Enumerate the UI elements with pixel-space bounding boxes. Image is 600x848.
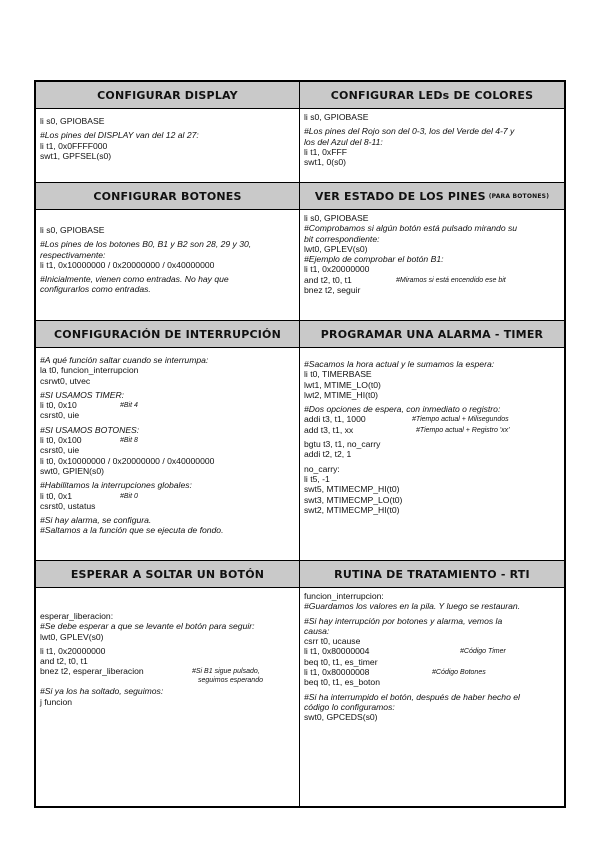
section-title-note: (PARA BOTONES) xyxy=(488,192,550,200)
code-text: li t0, 0x10 xyxy=(40,400,77,411)
section-body xyxy=(300,210,564,295)
comment-line: #A qué función saltar cuando se interrumpa: xyxy=(40,355,209,365)
section-title: CONFIGURAR BOTONES xyxy=(36,182,299,210)
code-line xyxy=(40,435,295,445)
section-rti xyxy=(300,560,564,806)
code-line: swt5, MTIMECMP_HI(t0) xyxy=(304,484,400,495)
code-line: li t5, -1 xyxy=(304,473,330,484)
code-line: funcion_interrupcion: xyxy=(304,591,384,601)
section-body xyxy=(300,109,564,167)
code-line: li t1, 0xFFF xyxy=(304,146,347,157)
comment-line: #Inicialmente, vienen como entradas. No hay que xyxy=(40,274,229,285)
code-line: swt0, GPCEDS(s0) xyxy=(304,712,378,723)
section-title-main: VER ESTADO DE LOS PINES xyxy=(314,189,486,203)
section-soltar xyxy=(36,560,300,806)
comment-line: #Guardamos los valores en la pila. Y luego se restauran. xyxy=(304,601,521,612)
inline-comment: #Bit 0 xyxy=(120,492,138,500)
comment-line: causa: xyxy=(304,625,330,636)
comment-line: #Se debe esperar a que se levante el botón para seguir: xyxy=(40,621,255,632)
code-line: bgtu t3, t1, no_carry xyxy=(304,439,381,450)
code-line: la t0, funcion_interrupcion xyxy=(40,365,139,376)
code-text: li t1, 0x80000008 xyxy=(304,667,370,678)
comment-line: #Saltamos a la función que se ejecuta de fondo. xyxy=(40,525,224,536)
code-line: and t2, t0, t1 xyxy=(40,656,88,667)
code-text: and t2, t0, t1 xyxy=(304,274,352,285)
code-text: li t0, 0x100 xyxy=(40,435,82,446)
code-line: swt1, 0(s0) xyxy=(304,157,347,168)
section-leds xyxy=(300,82,564,182)
section-body xyxy=(300,588,564,723)
section-title: RUTINA DE TRATAMIENTO - RTI xyxy=(300,560,564,588)
comment-line: respectivamente: xyxy=(40,249,106,260)
code-line: addi t2, t2, 1 xyxy=(304,449,352,460)
code-line: lwt1, MTIME_LO(t0) xyxy=(304,379,381,390)
code-line: csrwt0, utvec xyxy=(40,375,91,386)
code-text: li t1, 0x80000004 xyxy=(304,646,370,657)
code-line: li t1, 0x10000000 / 0x20000000 / 0x40000000 xyxy=(40,259,215,270)
comment-line: #Si hay interrupción por botones y alarma, vemos la xyxy=(304,615,503,626)
code-line: beq t0, t1, es_timer xyxy=(304,656,378,667)
row-1 xyxy=(36,82,564,182)
comment-line: #Los pines de los botones B0, B1 y B2 son 28, 29 y 30, xyxy=(40,239,252,250)
code-line: lwt2, MTIME_HI(t0) xyxy=(304,389,379,400)
section-title: ESPERAR A SOLTAR UN BOTÓN xyxy=(36,560,299,588)
code-line: swt3, MTIMECMP_LO(t0) xyxy=(304,494,403,505)
comment-line: #Sacamos la hora actual y le sumamos la espera: xyxy=(304,359,495,369)
code-line: li t1, 0x0FFFF000 xyxy=(40,140,108,151)
comment-line: #Si ya los ha soltado, seguimos: xyxy=(40,686,164,697)
comment-line: #Comprobamos si algún botón está pulsado mirando su xyxy=(304,223,518,234)
section-alarma xyxy=(300,320,564,560)
code-line: csrst0, ustatus xyxy=(40,500,96,511)
comment-line: configurarlos como entradas. xyxy=(40,284,151,295)
section-body xyxy=(36,109,299,161)
code-line xyxy=(40,666,295,686)
comment-line: código lo configuramos: xyxy=(304,701,395,712)
code-text: bnez t2, esperar_liberacion xyxy=(40,666,144,677)
code-line xyxy=(304,425,560,435)
code-line: j funcion xyxy=(40,696,73,707)
inline-comment: #Tiempo actual + Milisegundos xyxy=(412,416,509,424)
code-line: li t0, 0x10000000 / 0x20000000 / 0x40000000 xyxy=(40,455,215,466)
row-4 xyxy=(36,560,564,806)
section-interrupcion xyxy=(36,320,300,560)
inline-comment: #Tiempo actual + Registro 'xx' xyxy=(416,426,510,434)
inline-comment: #Bit 8 xyxy=(120,437,138,445)
code-line: lwt0, GPLEV(s0) xyxy=(304,243,368,254)
comment-line: #SI USAMOS BOTONES: xyxy=(40,424,140,435)
code-line xyxy=(304,667,560,677)
section-display xyxy=(36,82,300,182)
code-text: add t3, t1, xx xyxy=(304,424,354,435)
code-line: csrr t0, ucause xyxy=(304,636,361,647)
comment-line: #SI USAMOS TIMER: xyxy=(40,389,125,400)
comment-line: #Habilitamos la interrupciones globales: xyxy=(40,480,192,491)
section-body xyxy=(36,348,299,536)
comment-line: #Ejemplo de comprobar el botón B1: xyxy=(304,254,444,265)
code-text: li t0, 0x1 xyxy=(40,490,73,501)
code-line: no_carry: xyxy=(304,463,340,474)
reference-sheet xyxy=(34,80,566,808)
section-body xyxy=(300,348,564,515)
section-body xyxy=(36,210,299,295)
code-line: swt0, GPIEN(s0) xyxy=(40,465,104,476)
section-title: CONFIGURAR LEDs DE COLORES xyxy=(300,82,564,109)
section-botones xyxy=(36,182,300,320)
code-line: li s0, GPIOBASE xyxy=(40,225,105,235)
comment-line: bit correspondiente: xyxy=(304,233,380,244)
code-line: li s0, GPIOBASE xyxy=(304,112,369,122)
code-line: swt2, MTIMECMP_HI(t0) xyxy=(304,504,400,515)
code-line xyxy=(304,646,560,656)
code-line xyxy=(40,491,295,501)
code-line: li t1, 0x20000000 xyxy=(40,645,106,656)
code-line: lwt0, GPLEV(s0) xyxy=(40,631,104,642)
comment-line: #Si ha interrumpido el botón, después de haber hecho el xyxy=(304,691,520,702)
comment-line: los del Azul del 8-11: xyxy=(304,136,383,147)
comment-line: #Dos opciones de espera, con inmediato o registro: xyxy=(304,404,501,415)
code-line: csrst0, uie xyxy=(40,445,80,456)
section-title xyxy=(300,182,564,210)
code-line: csrst0, uie xyxy=(40,410,80,421)
row-2 xyxy=(36,182,564,320)
comment-line: #Si hay alarma, se configura. xyxy=(40,515,152,526)
comment-part: #Si B1 sigue pulsado, xyxy=(192,668,260,676)
inline-comment xyxy=(192,667,263,685)
section-title: PROGRAMAR UNA ALARMA - TIMER xyxy=(300,320,564,348)
code-text: addi t3, t1, 1000 xyxy=(304,414,366,425)
code-line xyxy=(40,400,295,410)
code-line: li s0, GPIOBASE xyxy=(304,213,369,223)
section-body xyxy=(36,588,299,707)
code-line: bnez t2, seguir xyxy=(304,285,361,296)
code-line: beq t0, t1, es_boton xyxy=(304,677,380,688)
section-title: CONFIGURAR DISPLAY xyxy=(36,82,299,109)
comment-line: #Los pines del DISPLAY van del 12 al 27: xyxy=(40,130,199,141)
code-line xyxy=(304,275,560,285)
inline-comment: #Bit 4 xyxy=(120,402,138,410)
code-line xyxy=(304,414,560,424)
comment-part: seguimos esperando xyxy=(198,677,263,685)
row-3 xyxy=(36,320,564,560)
inline-comment: #Miramos si está encendido ese bit xyxy=(396,276,506,284)
inline-comment: #Código Timer xyxy=(460,648,506,656)
code-line: esperar_liberacion: xyxy=(40,611,114,621)
comment-line: #Los pines del Rojo son del 0-3, los del Verde del 4-7 y xyxy=(304,126,515,137)
section-pines xyxy=(300,182,564,320)
section-title: CONFIGURACIÓN DE INTERRUPCIÓN xyxy=(36,320,299,348)
inline-comment: #Código Botones xyxy=(432,669,486,677)
code-line: li t0, TIMERBASE xyxy=(304,369,372,380)
code-line: li s0, GPIOBASE xyxy=(40,116,105,126)
code-line: swt1, GPFSEL(s0) xyxy=(40,150,112,161)
code-line: li t1, 0x20000000 xyxy=(304,264,370,275)
